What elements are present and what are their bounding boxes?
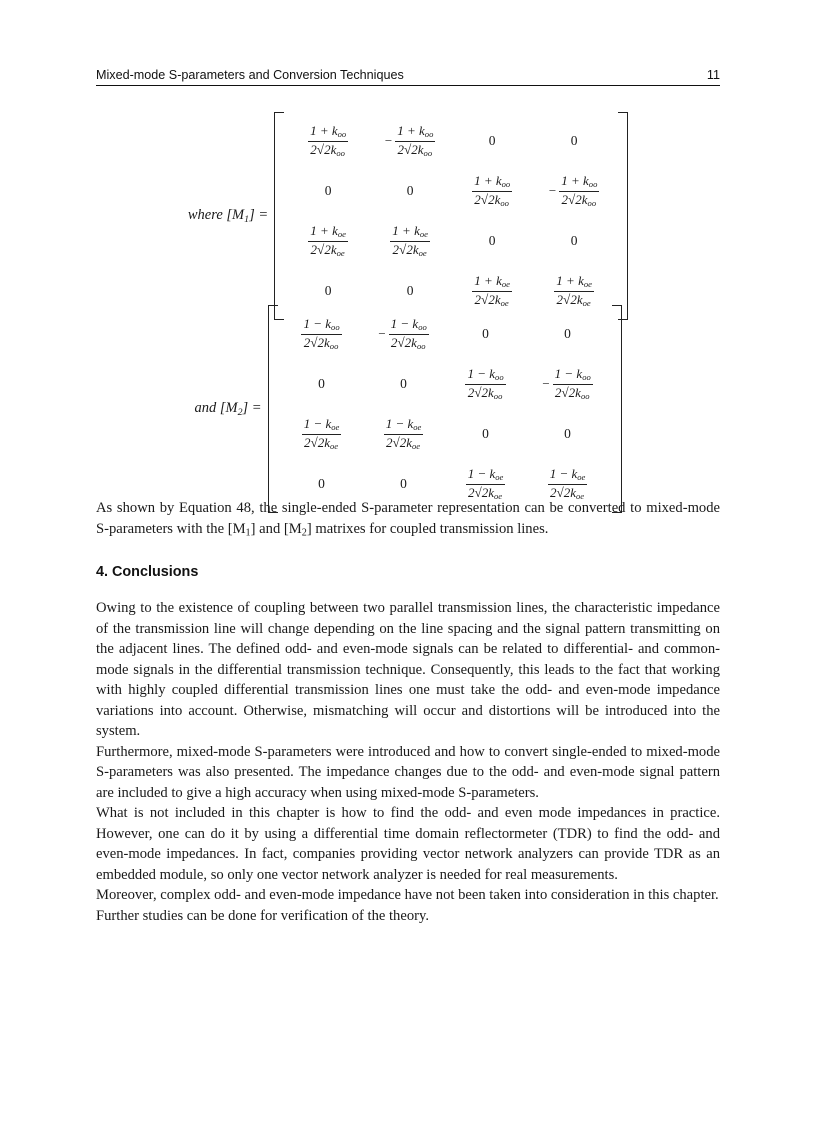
radicand	[574, 191, 597, 207]
numerator-text: 1 + k	[561, 172, 589, 188]
fraction	[302, 417, 342, 452]
radical-sign: √	[563, 291, 571, 307]
fraction-denominator	[559, 192, 599, 209]
matrix-m2-table	[281, 309, 609, 509]
fraction-denominator	[472, 192, 512, 209]
radicand-sub: oe	[336, 247, 345, 258]
matrix-cell	[369, 216, 451, 266]
radical-sign: √	[556, 484, 564, 500]
radical-sign: √	[316, 141, 325, 157]
fraction	[308, 124, 348, 159]
numerator-text: 1 − k	[390, 315, 419, 331]
radical-sign: √	[310, 334, 318, 350]
denominator-lead: 2	[303, 434, 311, 450]
radicand-text: 2k	[575, 191, 588, 207]
radicand-text: 2k	[324, 141, 337, 157]
matrix-row	[281, 359, 609, 409]
paragraph-conclusion-4: Moreover, complex odd- and even-mode impedance have not been taken into consideration in this chapter. Further studies can be done for verification of the theory.	[96, 887, 719, 924]
matrix-cell	[445, 309, 527, 359]
radical	[310, 436, 339, 452]
fraction-numerator	[302, 417, 342, 435]
fraction	[389, 317, 429, 352]
matrix-row	[281, 409, 609, 459]
matrix-zero: 0	[570, 233, 578, 248]
numerator-text: 1 + k	[556, 272, 584, 288]
fraction-numerator	[389, 317, 429, 335]
fraction	[553, 367, 593, 402]
equation-m1-label-sub: 1	[244, 213, 250, 225]
radical	[568, 193, 597, 209]
numerator-sub: oe	[577, 471, 586, 482]
radicand	[487, 191, 510, 207]
fraction-numerator	[308, 224, 348, 242]
radical-sign: √	[317, 241, 325, 257]
matrix-m2	[268, 305, 622, 513]
matrix-cell	[533, 216, 615, 266]
radical-sign: √	[399, 241, 407, 257]
fraction-numerator	[384, 417, 424, 435]
fraction-denominator	[395, 142, 435, 159]
paragraph-equation-explanation	[96, 498, 720, 544]
matrix-cell	[451, 116, 533, 166]
radicand-text: 2k	[324, 241, 337, 257]
radicand-sub: oo	[587, 197, 597, 208]
fraction-numerator	[553, 367, 593, 385]
fraction	[465, 367, 505, 402]
numerator-text: 1 − k	[554, 365, 583, 381]
radicand-text: 2k	[488, 191, 501, 207]
matrix-cell	[287, 216, 369, 266]
radical-sign: √	[567, 191, 576, 207]
numerator-text: 1 + k	[310, 222, 338, 238]
denominator-lead: 2	[549, 484, 557, 500]
radical-sign: √	[310, 434, 318, 450]
fraction	[466, 467, 506, 502]
radical	[561, 386, 590, 402]
radical	[404, 143, 433, 159]
matrix-cell	[533, 116, 615, 166]
numerator-text: 1 + k	[474, 272, 502, 288]
numerator-sub: oo	[495, 371, 504, 382]
radical-sign: √	[474, 484, 482, 500]
denominator-lead: 2	[467, 384, 475, 400]
radicand-sub: oe	[330, 440, 339, 451]
signed-fraction	[378, 317, 428, 352]
fraction	[308, 224, 348, 259]
matrix-zero: 0	[406, 183, 414, 198]
matrix-zero: 0	[488, 233, 496, 248]
paragraph-conclusion-2: Furthermore, mixed-mode S-parameters were introduced and how to convert single-ended to mixed-mode S-parameters was also presented. The impedance changes due to the odd- and even-mode signal pattern are included to give a high accuracy when using mixed-mode S-parameters.	[96, 743, 720, 801]
fraction	[548, 467, 588, 502]
header-title: Mixed-mode S-parameters and Conversion Techniques	[96, 68, 404, 82]
radicand-sub: oe	[582, 297, 591, 308]
denominator-lead: 2	[385, 434, 393, 450]
numerator-text: 1 + k	[310, 122, 338, 138]
radicand-sub: oo	[493, 390, 503, 401]
minus-sign: −	[548, 183, 557, 198]
fraction	[384, 417, 424, 452]
matrix-row	[281, 309, 609, 359]
intro-sub-1: 1	[245, 527, 251, 539]
numerator-sub: oo	[424, 128, 434, 139]
equation-m1-label-close: ] =	[249, 207, 269, 224]
radical	[474, 386, 503, 402]
numerator-sub: oe	[501, 278, 510, 289]
intro-sub-2: 2	[301, 527, 307, 539]
radicand	[323, 241, 345, 257]
radicand	[481, 384, 504, 400]
fraction-numerator	[465, 367, 505, 385]
paragraph-conclusion-3: What is not included in this chapter is how to find the odd- and even mode impedances in practice. However, one can do it by using a differential time domain reflectormeter (TDR) to find the odd- and even-mode impedances. In fact, companies providing vector network analyzers can provide TDR as an embedded module, so only one vector network analyzer is needed for real measurements.	[96, 805, 720, 883]
fraction-numerator	[548, 467, 588, 485]
radicand-sub: oo	[329, 340, 339, 351]
matrix-zero: 0	[324, 183, 332, 198]
intro-part-3: ] matrixes for coupled transmission lines.	[306, 520, 549, 537]
radicand	[405, 241, 427, 257]
denominator-lead: 2	[474, 191, 481, 207]
fraction-denominator	[308, 242, 348, 259]
fraction-numerator	[466, 467, 506, 485]
numerator-sub: oo	[582, 371, 591, 382]
equation-m2-label-close: ] =	[242, 400, 262, 417]
matrix-zero: 0	[324, 283, 332, 298]
matrix-row	[287, 216, 615, 266]
intro-part-2: ] and [M	[250, 520, 302, 537]
radical-sign: √	[474, 384, 482, 400]
radicand	[317, 434, 339, 450]
denominator-lead: 2	[390, 334, 398, 350]
minus-sign: −	[542, 376, 550, 391]
fraction-denominator	[384, 435, 424, 452]
minus-sign: −	[384, 133, 393, 148]
radical	[399, 243, 428, 259]
conclusions-body	[96, 598, 720, 926]
matrix-cell	[281, 359, 363, 409]
fraction-numerator	[308, 124, 348, 142]
matrix-cell	[533, 166, 615, 216]
matrix-zero: 0	[482, 426, 489, 441]
matrix-cell	[281, 409, 363, 459]
radicand-sub: oo	[336, 147, 345, 158]
equation-m2-label-sub: 2	[237, 406, 243, 418]
radicand-sub: oo	[423, 147, 433, 158]
matrix-cell	[451, 216, 533, 266]
radicand-text: 2k	[317, 334, 330, 350]
matrix-row	[287, 116, 615, 166]
numerator-sub: oe	[419, 228, 428, 239]
numerator-text: 1 − k	[303, 415, 332, 431]
numerator-sub: oo	[501, 178, 511, 189]
radicand-text: 2k	[563, 484, 577, 500]
equation-m2-label-prefix: and	[194, 400, 217, 417]
fraction	[390, 224, 430, 259]
numerator-sub: oe	[331, 421, 340, 432]
numerator-sub: oe	[583, 278, 592, 289]
minus-sign: −	[378, 326, 386, 341]
radical	[317, 143, 346, 159]
denominator-lead: 2	[556, 291, 564, 307]
radicand-text: 2k	[404, 334, 417, 350]
fraction	[559, 174, 599, 209]
fraction-numerator	[559, 174, 599, 192]
matrix-zero: 0	[488, 133, 496, 148]
radicand-sub: oo	[416, 340, 426, 351]
fraction-denominator	[465, 385, 505, 402]
radicand-text: 2k	[317, 434, 331, 450]
numerator-sub: oo	[588, 178, 598, 189]
denominator-lead: 2	[554, 384, 562, 400]
matrix-cell	[527, 309, 609, 359]
matrix-cell	[287, 166, 369, 216]
fraction-numerator	[390, 224, 430, 242]
equation-m1-label-open: [M	[226, 207, 245, 224]
radical	[397, 336, 426, 352]
fraction-numerator	[472, 174, 512, 192]
matrix-cell	[369, 166, 451, 216]
fraction-numerator	[472, 274, 512, 292]
matrix-cell	[445, 409, 527, 459]
fraction-numerator	[554, 274, 594, 292]
denominator-lead: 2	[310, 241, 318, 257]
equation-matrix-m1	[96, 112, 720, 320]
fraction	[395, 124, 435, 159]
matrix-row	[287, 166, 615, 216]
fraction	[472, 274, 512, 309]
equation-m1-label-prefix: where	[187, 207, 223, 224]
signed-fraction	[542, 367, 592, 402]
radical-sign: √	[561, 384, 569, 400]
radical	[317, 243, 346, 259]
numerator-text: 1 + k	[392, 222, 420, 238]
radicand-sub: oe	[576, 490, 585, 501]
matrix-zero: 0	[318, 476, 325, 491]
radicand-text: 2k	[411, 141, 424, 157]
matrix-cell	[369, 116, 451, 166]
matrix-cell	[281, 309, 363, 359]
numerator-text: 1 + k	[474, 172, 502, 188]
matrix-zero: 0	[400, 476, 407, 491]
numerator-text: 1 − k	[467, 365, 496, 381]
denominator-lead: 2	[561, 191, 568, 207]
numerator-sub: oo	[418, 321, 427, 332]
radicand-text: 2k	[570, 291, 583, 307]
page-header	[96, 68, 720, 86]
fraction	[472, 174, 512, 209]
numerator-sub: oe	[413, 421, 422, 432]
radical	[310, 336, 339, 352]
denominator-lead: 2	[310, 141, 317, 157]
equation-m2-label	[194, 400, 267, 418]
radical	[392, 436, 421, 452]
radicand-sub: oo	[500, 197, 509, 208]
fraction-denominator	[390, 242, 430, 259]
matrix-zero: 0	[564, 426, 571, 441]
matrix-cell	[363, 409, 445, 459]
radicand-text: 2k	[488, 291, 501, 307]
header-page-number: 11	[706, 68, 720, 82]
matrix-m1-table	[287, 116, 615, 316]
matrix-zero: 0	[564, 326, 571, 341]
radicand-text: 2k	[406, 241, 419, 257]
radicand-sub: oe	[494, 490, 503, 501]
numerator-sub: oe	[337, 228, 346, 239]
radicand	[404, 334, 427, 350]
radicand-text: 2k	[568, 384, 581, 400]
numerator-text: 1 − k	[549, 465, 578, 481]
equation-m1-label	[188, 207, 274, 225]
numerator-sub: oo	[331, 321, 340, 332]
radicand	[410, 141, 433, 157]
signed-fraction	[385, 124, 435, 159]
paragraph-text	[96, 498, 720, 544]
radicand	[568, 384, 591, 400]
matrix-zero: 0	[400, 376, 407, 391]
matrix-cell	[527, 409, 609, 459]
radicand-sub: oe	[412, 440, 421, 451]
section-heading-conclusions: 4. Conclusions	[96, 564, 199, 580]
matrix-cell	[445, 359, 527, 409]
denominator-lead: 2	[392, 241, 400, 257]
radical-sign: √	[481, 291, 489, 307]
fraction-denominator	[389, 335, 429, 352]
radicand	[317, 334, 340, 350]
matrix-cell	[363, 359, 445, 409]
radicand-text: 2k	[481, 384, 494, 400]
fraction-denominator	[553, 385, 593, 402]
radicand-sub: oe	[500, 297, 509, 308]
fraction	[554, 274, 594, 309]
matrix-zero: 0	[570, 133, 578, 148]
numerator-sub: oe	[495, 471, 504, 482]
matrix-cell	[287, 116, 369, 166]
radicand-sub: oe	[418, 247, 427, 258]
denominator-lead: 2	[397, 141, 404, 157]
numerator-text: 1 − k	[303, 315, 332, 331]
fraction-denominator	[301, 335, 341, 352]
matrix-cell	[363, 309, 445, 359]
fraction-numerator	[395, 124, 435, 142]
fraction	[301, 317, 341, 352]
radicand	[323, 141, 346, 157]
fraction-denominator	[302, 435, 342, 452]
radical-sign: √	[392, 434, 400, 450]
equation-matrix-m2	[96, 305, 720, 513]
matrix-zero: 0	[406, 283, 414, 298]
paragraph-conclusion-1: Owing to the existence of coupling between two parallel transmission lines, the characteristic impedance of the transmission line will change depending on the line spacing and the signal pattern transmitting on the adjacent lines. The defined odd- and even-mode signals can be related to differential- and common-mode signals in the differential transmission technique. Consequently, this leads to the fact that working with highly coupled differential transmission lines one must take the odd- and even-mode impedance variations into account. Otherwise, mismatching will occur and distortions will be introduced into the system.	[96, 600, 720, 739]
numerator-sub: oo	[337, 128, 347, 139]
signed-fraction	[549, 174, 599, 209]
matrix-zero: 0	[318, 376, 325, 391]
radicand	[399, 434, 421, 450]
radical-sign: √	[480, 191, 489, 207]
numerator-text: 1 − k	[385, 415, 414, 431]
radical	[481, 193, 510, 209]
fraction-numerator	[301, 317, 341, 335]
denominator-lead: 2	[467, 484, 475, 500]
fraction-denominator	[308, 142, 348, 159]
numerator-text: 1 + k	[397, 122, 425, 138]
radicand-text: 2k	[481, 484, 495, 500]
radical-sign: √	[403, 141, 412, 157]
radical-sign: √	[397, 334, 405, 350]
radicand-text: 2k	[399, 434, 413, 450]
matrix-cell	[451, 166, 533, 216]
matrix-zero: 0	[482, 326, 489, 341]
denominator-lead: 2	[474, 291, 482, 307]
equation-m2-label-open: [M	[219, 400, 238, 417]
numerator-text: 1 − k	[467, 465, 496, 481]
denominator-lead: 2	[303, 334, 311, 350]
matrix-m1	[274, 112, 628, 320]
matrix-cell	[527, 359, 609, 409]
intro-part-1: As shown by Equation 48, the single-ended S-parameter representation can be converted to mixed-mode S-parameters with the [M	[96, 500, 720, 537]
radicand-sub: oo	[580, 390, 590, 401]
